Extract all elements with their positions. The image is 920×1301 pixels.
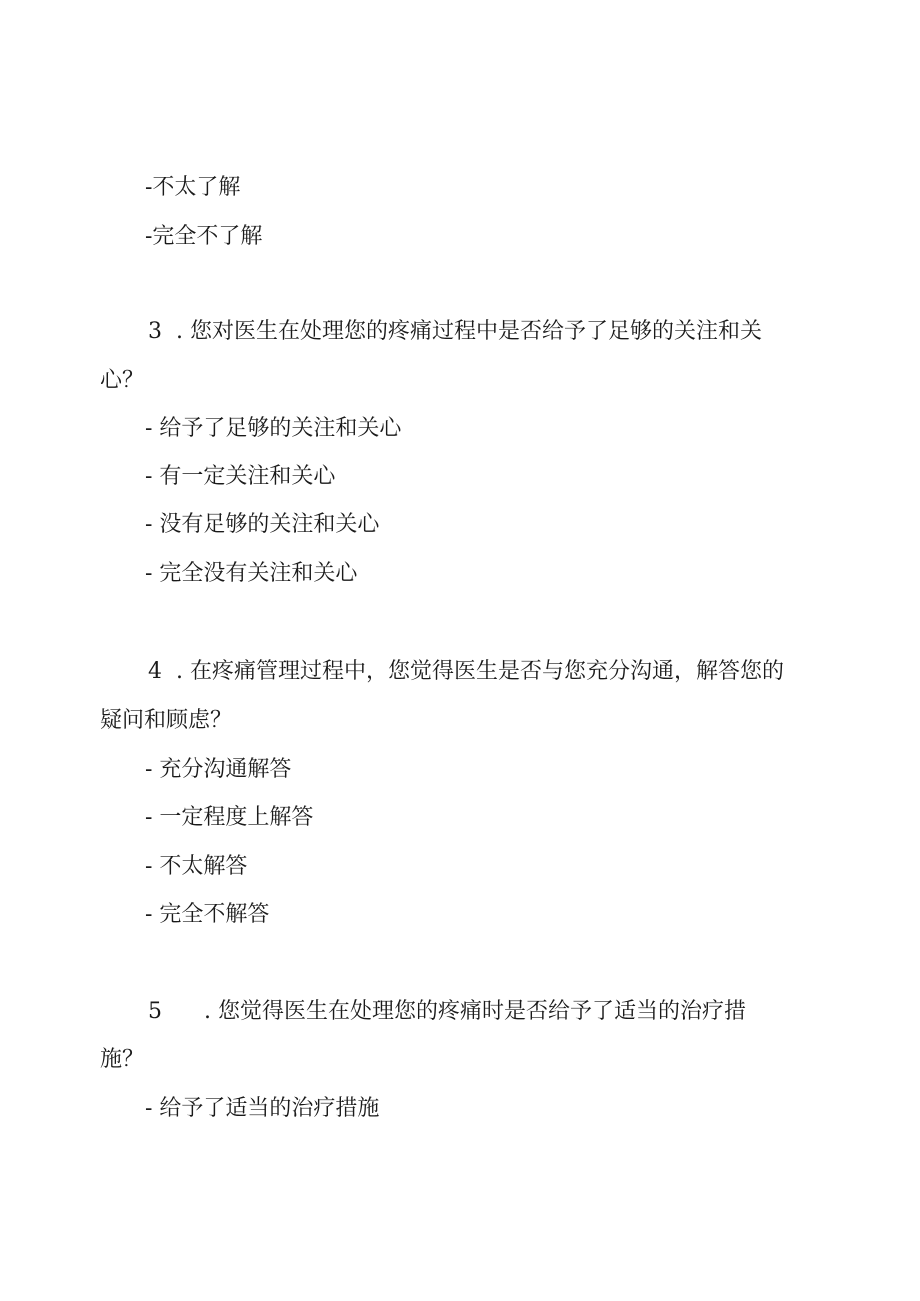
q3-option-4: - 完全没有关注和关心 [145, 561, 358, 586]
q4-question-line1 [148, 657, 784, 687]
q5-text-line1: . 您觉得医生在处理您的疼痛时是否给予了适当的治疗措 [204, 999, 746, 1024]
q3-number: 3 [148, 319, 162, 344]
q3-question-line1 [148, 317, 762, 347]
q4-option-4: - 完全不解答 [145, 902, 270, 927]
q3-option-1: - 给予了足够的关注和关心 [145, 416, 402, 441]
q4-question-line2: 疑问和顾虑？ [100, 708, 233, 733]
q3-option-2: - 有一定关注和关心 [145, 464, 336, 489]
q2-option-3: -不太了解 [145, 175, 241, 200]
q4-option-1: - 充分沟通解答 [145, 757, 292, 782]
q3-option-3: - 没有足够的关注和关心 [145, 512, 380, 537]
q3-text-line1: . 您对医生在处理您的疼痛过程中是否给予了足够的关注和关 [176, 319, 762, 344]
q4-option-2: - 一定程度上解答 [145, 805, 314, 830]
q3-question-line2: 心？ [100, 368, 145, 393]
q4-number: 4 [148, 659, 162, 684]
q5-question-line1 [148, 997, 746, 1027]
q5-question-line2: 施？ [100, 1047, 145, 1072]
q5-number: 5 [148, 999, 162, 1024]
q2-option-4: -完全不了解 [145, 224, 263, 249]
q5-option-1: - 给予了适当的治疗措施 [145, 1096, 380, 1121]
q4-text-line1: . 在疼痛管理过程中，您觉得医生是否与您充分沟通，解答您的 [176, 659, 784, 684]
q4-option-3: - 不太解答 [145, 854, 248, 879]
